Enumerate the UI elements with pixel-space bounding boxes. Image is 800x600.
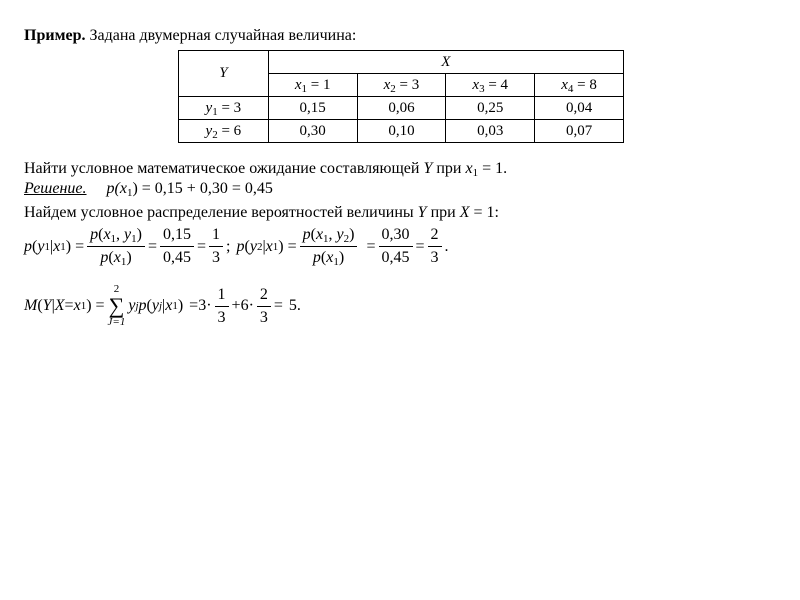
x2-cell: $x_2 = 3$: [357, 74, 446, 97]
x1-cell: $x_1 = 1$: [268, 74, 357, 97]
solution-line: [24, 180, 273, 198]
y2-cell: $y_2 = 6$: [179, 120, 269, 143]
solution-label: Решение.: [24, 180, 87, 197]
table-row: [179, 120, 624, 143]
x-header-cell: X: [268, 51, 623, 74]
distribution-table: [178, 50, 624, 143]
example-heading: [24, 27, 356, 45]
table-cell: 0,15: [268, 97, 357, 120]
table-cell: 0,07: [535, 120, 624, 143]
expectation-formula: M ( Y | X = x 1 ) = 2 ∑ J=1 y j p ( y j | x 1 ) = 3 · $\frac{1}{3}$ + 6 · $\frac{2}{3}$ = 5.: [24, 283, 301, 328]
table-cell: 0,06: [357, 97, 446, 120]
sum-symbol: 2 ∑ J=1: [107, 283, 126, 328]
find-text: Найдем условное распределение вероятностей величины Y при X = 1:: [24, 204, 499, 221]
table-header-row: [179, 51, 624, 74]
table-cell: 0,10: [357, 120, 446, 143]
marginal-formula: $p(x_1) = 0,15 + 0,30 = 0,45$: [106, 180, 273, 199]
task-text: Найти условное математическое ожидание составляющей Y при $x_1 = 1$.: [24, 160, 508, 179]
example-label: Пример.: [24, 27, 86, 44]
y1-cell: $y_1 = 3$: [179, 97, 269, 120]
table-cell: 0,30: [268, 120, 357, 143]
example-text: Задана двумерная случайная величина:: [85, 27, 357, 44]
x3-cell: $x_3 = 4$: [446, 74, 535, 97]
expectation-result: 5.: [288, 297, 301, 314]
table-cell: 0,25: [446, 97, 535, 120]
conditional-formula-1: p ( y 1 | x 1 ) = $\frac{p(x_1, y_1)}{p(x_1)}$ = $\frac{0,15}{0,45}$ = $\frac{1}{3}$ ; p ( y 2 | x 1 ) = $\frac{p(x_1, y_2)}{p(x_1)}$ = $\frac{0,30}{0,45}$ = $\frac{2}{3}$ .: [24, 226, 449, 268]
table-cell: 0,03: [446, 120, 535, 143]
x4-cell: $x_4 = 8$: [535, 74, 624, 97]
table-row: [179, 97, 624, 120]
y-header-cell: Y: [179, 51, 269, 97]
table-cell: 0,04: [535, 97, 624, 120]
